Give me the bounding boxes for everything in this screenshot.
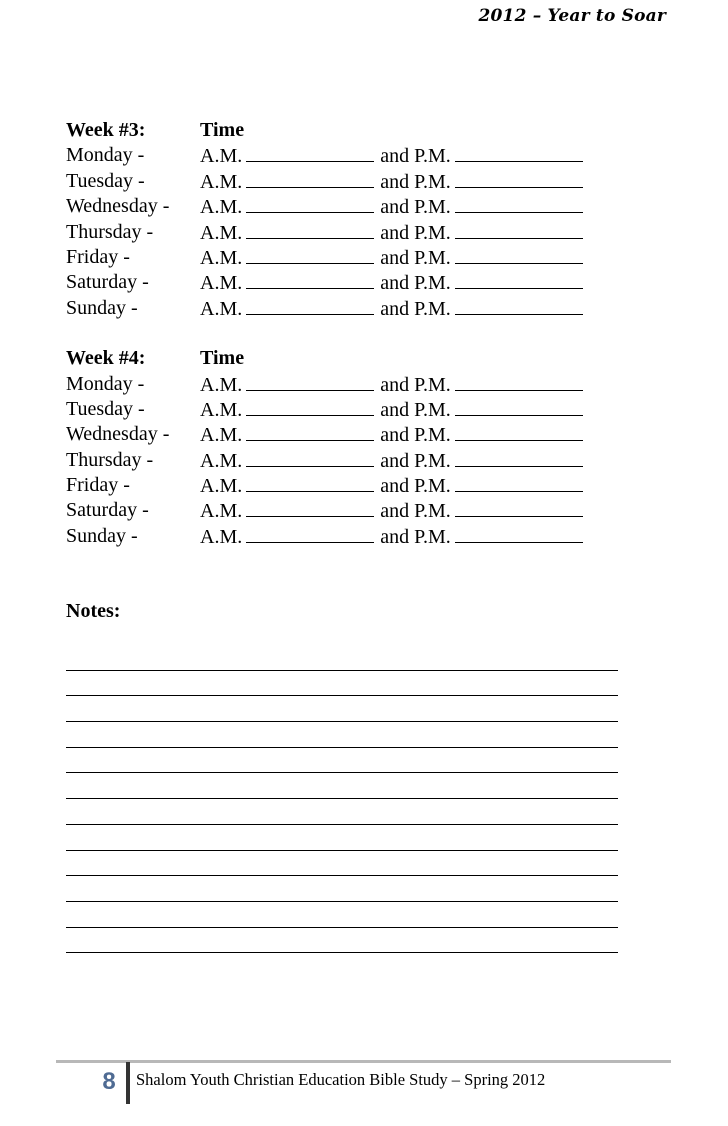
time-column-header: Time — [200, 347, 245, 370]
page-number-divider — [126, 1062, 130, 1104]
notes-label: Notes: — [66, 600, 121, 622]
am-blank[interactable] — [246, 397, 374, 416]
footer-text: Shalom Youth Christian Education Bible Study – Spring 2012 — [136, 1070, 546, 1089]
week-label: Week #4: — [66, 347, 146, 370]
pm-blank[interactable] — [455, 220, 583, 239]
pm-blank[interactable] — [455, 194, 583, 213]
am-blank[interactable] — [246, 169, 374, 188]
time-entry — [200, 194, 589, 220]
note-line[interactable] — [66, 671, 618, 697]
day-row — [66, 397, 666, 422]
day-label: Wednesday - — [66, 423, 170, 446]
day-row — [66, 524, 666, 549]
time-column-header: Time — [200, 119, 245, 141]
am-label: A.M. — [200, 145, 243, 168]
time-entry — [200, 498, 589, 524]
note-line[interactable] — [66, 928, 618, 954]
notes-lines — [66, 645, 618, 953]
am-blank[interactable] — [246, 448, 374, 467]
time-entry — [200, 220, 589, 246]
day-label: Monday - — [66, 372, 145, 395]
time-entry — [200, 270, 589, 296]
note-line[interactable] — [66, 696, 618, 722]
pm-label: and P.M. — [380, 246, 451, 269]
day-row — [66, 194, 666, 219]
week-label: Week #3: — [66, 119, 146, 141]
am-label: A.M. — [200, 449, 243, 472]
day-label: Friday - — [66, 245, 130, 268]
pm-blank[interactable] — [455, 524, 583, 543]
day-row — [66, 448, 666, 473]
time-entry — [200, 169, 589, 195]
pm-label: and P.M. — [380, 398, 451, 421]
week-header-row — [66, 346, 666, 371]
pm-label: and P.M. — [380, 500, 451, 523]
day-label: Tuesday - — [66, 169, 145, 192]
pm-blank[interactable] — [455, 448, 583, 467]
day-label: Saturday - — [66, 499, 149, 522]
day-label: Tuesday - — [66, 397, 145, 420]
day-row — [66, 473, 666, 498]
day-row — [66, 220, 666, 245]
day-row — [66, 296, 666, 321]
am-blank[interactable] — [246, 143, 374, 162]
week-header-row — [66, 118, 666, 143]
note-line[interactable] — [66, 773, 618, 799]
pm-label: and P.M. — [380, 272, 451, 295]
time-entry — [200, 397, 589, 423]
day-label: Sunday - — [66, 296, 138, 319]
pm-label: and P.M. — [380, 475, 451, 498]
day-row — [66, 143, 666, 168]
note-line[interactable] — [66, 722, 618, 748]
am-blank[interactable] — [246, 498, 374, 517]
am-blank[interactable] — [246, 270, 374, 289]
am-label: A.M. — [200, 297, 243, 320]
day-label: Wednesday - — [66, 195, 170, 218]
pm-blank[interactable] — [455, 422, 583, 441]
pm-label: and P.M. — [380, 145, 451, 168]
time-entry — [200, 524, 589, 550]
pm-label: and P.M. — [380, 297, 451, 320]
am-blank[interactable] — [246, 194, 374, 213]
am-label: A.M. — [200, 170, 243, 193]
am-label: A.M. — [200, 272, 243, 295]
am-label: A.M. — [200, 475, 243, 498]
page-header-title: 2012 – Year to Soar — [478, 6, 666, 26]
day-row — [66, 245, 666, 270]
pm-blank[interactable] — [455, 169, 583, 188]
time-entry — [200, 143, 589, 169]
day-row — [66, 169, 666, 194]
am-label: A.M. — [200, 196, 243, 219]
day-label: Monday - — [66, 144, 145, 167]
pm-blank[interactable] — [455, 296, 583, 315]
time-entry — [200, 422, 589, 448]
day-row — [66, 498, 666, 523]
time-entry — [200, 448, 589, 474]
pm-blank[interactable] — [455, 270, 583, 289]
am-label: A.M. — [200, 525, 243, 548]
time-entry — [200, 245, 589, 271]
pm-label: and P.M. — [380, 449, 451, 472]
am-label: A.M. — [200, 424, 243, 447]
pm-label: and P.M. — [380, 221, 451, 244]
day-label: Thursday - — [66, 448, 154, 471]
am-blank[interactable] — [246, 473, 374, 492]
day-row — [66, 270, 666, 295]
note-line[interactable] — [66, 645, 618, 671]
am-blank[interactable] — [246, 296, 374, 315]
note-line[interactable] — [66, 851, 618, 877]
note-line[interactable] — [66, 825, 618, 851]
am-label: A.M. — [200, 500, 243, 523]
am-label: A.M. — [200, 246, 243, 269]
am-blank[interactable] — [246, 220, 374, 239]
note-line[interactable] — [66, 876, 618, 902]
day-label: Sunday - — [66, 524, 138, 547]
day-label: Saturday - — [66, 271, 149, 294]
am-blank[interactable] — [246, 245, 374, 264]
am-label: A.M. — [200, 373, 243, 396]
page-number: 8 — [102, 1068, 116, 1095]
pm-blank[interactable] — [455, 397, 583, 416]
pm-label: and P.M. — [380, 525, 451, 548]
pm-blank[interactable] — [455, 473, 583, 492]
pm-blank[interactable] — [455, 143, 583, 162]
note-line[interactable] — [66, 902, 618, 928]
day-label: Friday - — [66, 474, 130, 497]
day-row — [66, 372, 666, 397]
day-row — [66, 422, 666, 447]
pm-blank[interactable] — [455, 245, 583, 264]
schedule-section — [66, 118, 666, 549]
day-label: Thursday - — [66, 220, 154, 243]
am-label: A.M. — [200, 221, 243, 244]
pm-label: and P.M. — [380, 196, 451, 219]
time-entry — [200, 296, 589, 322]
note-line[interactable] — [66, 748, 618, 774]
am-blank[interactable] — [246, 372, 374, 391]
pm-blank[interactable] — [455, 372, 583, 391]
am-blank[interactable] — [246, 422, 374, 441]
time-entry — [200, 372, 589, 398]
pm-label: and P.M. — [380, 170, 451, 193]
pm-label: and P.M. — [380, 424, 451, 447]
pm-blank[interactable] — [455, 498, 583, 517]
pm-label: and P.M. — [380, 373, 451, 396]
am-blank[interactable] — [246, 524, 374, 543]
am-label: A.M. — [200, 398, 243, 421]
time-entry — [200, 473, 589, 499]
note-line[interactable] — [66, 799, 618, 825]
footer-divider — [56, 1060, 671, 1063]
